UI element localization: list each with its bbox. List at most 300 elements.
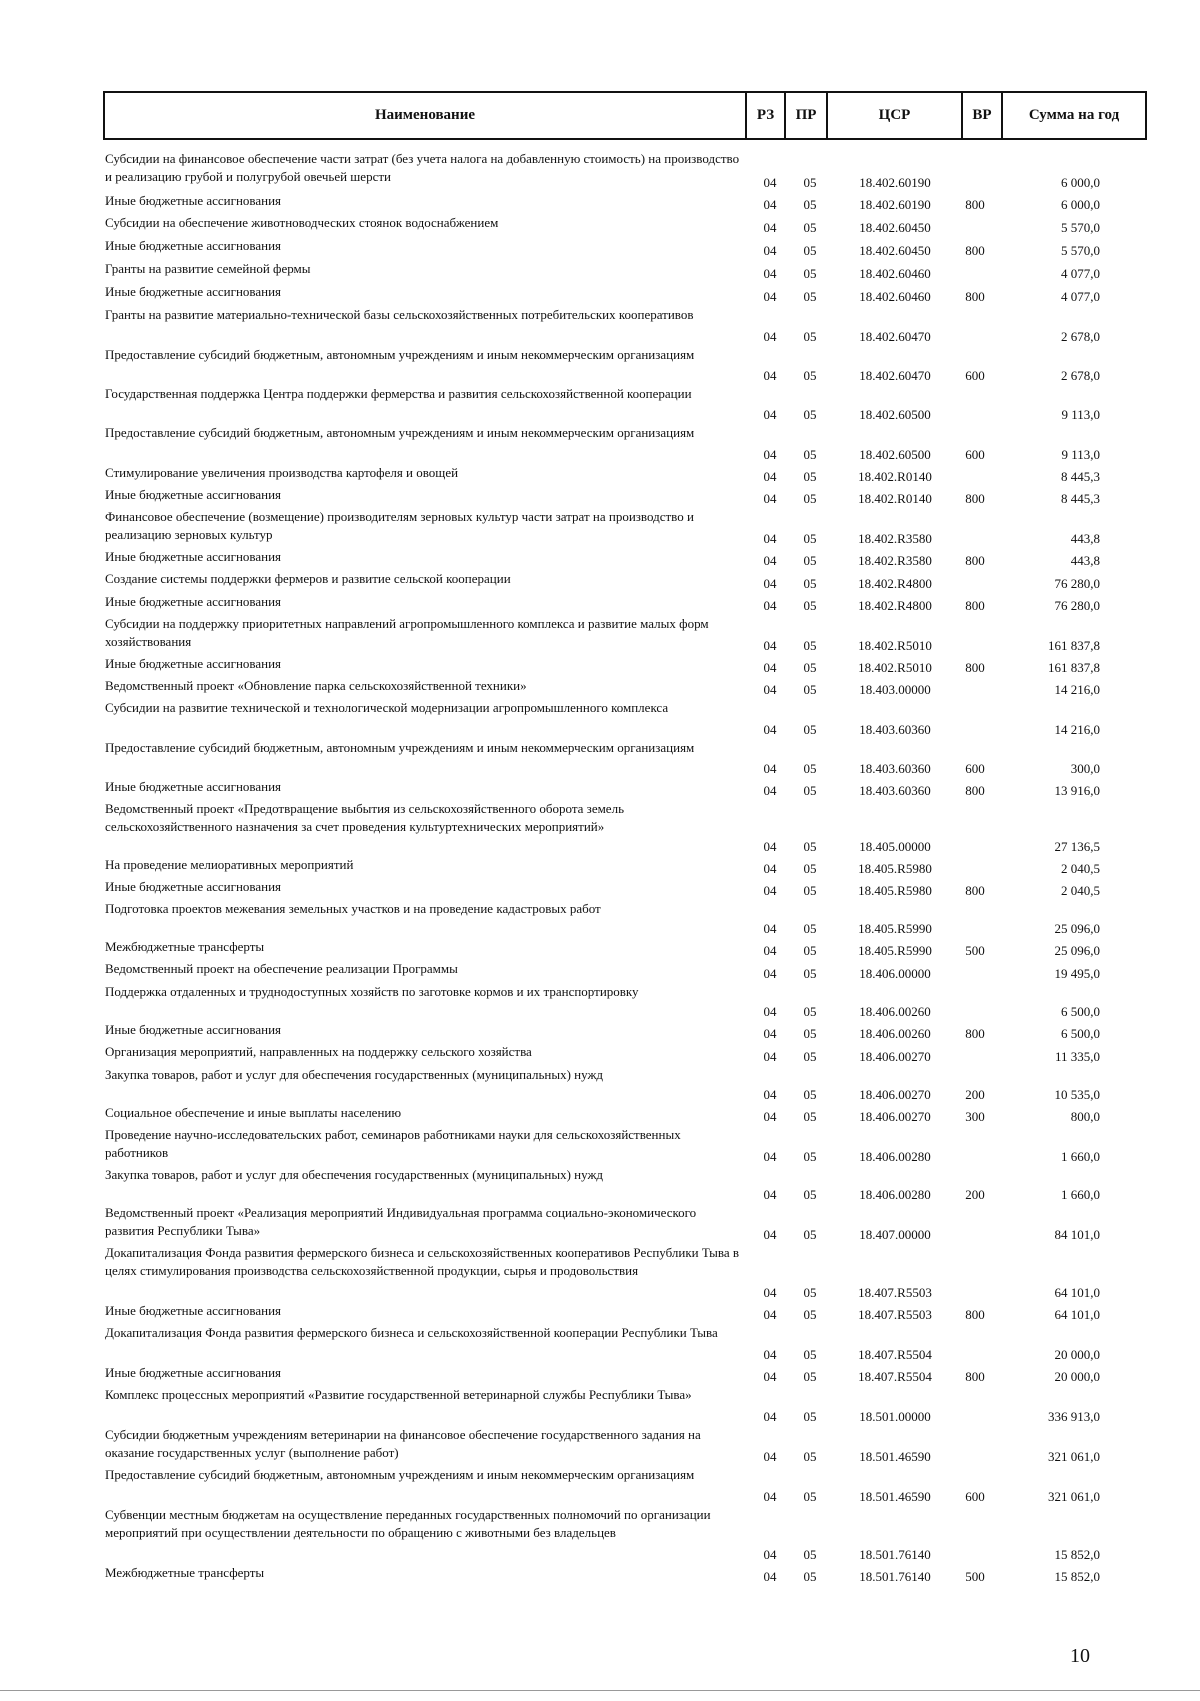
table-row (0, 1364, 1200, 1386)
row-rz: 04 (763, 447, 777, 462)
row-vr: 200 (965, 1187, 985, 1202)
row-csr: 18.403.60360 (859, 761, 931, 776)
row-vr: 800 (965, 783, 985, 798)
row-pr: 05 (803, 682, 817, 697)
row-pr: 05 (803, 966, 817, 981)
row-rz: 04 (763, 682, 777, 697)
row-sum: 14 216,0 (1054, 722, 1100, 737)
row-pr: 05 (803, 175, 817, 190)
table-row (0, 214, 1200, 237)
row-pr: 05 (803, 1489, 817, 1504)
row-pr: 05 (803, 289, 817, 304)
row-pr: 05 (803, 722, 817, 737)
row-sum: 161 837,8 (1048, 638, 1100, 653)
row-csr: 18.403.60360 (859, 722, 931, 737)
row-csr: 18.405.R5990 (858, 921, 932, 936)
table-row (0, 677, 1200, 699)
row-pr: 05 (803, 1449, 817, 1464)
row-sum: 6 500,0 (1061, 1026, 1100, 1041)
row-csr: 18.402.60450 (859, 220, 931, 235)
row-rz: 04 (763, 1285, 777, 1300)
row-pr: 05 (803, 266, 817, 281)
row-csr: 18.501.76140 (859, 1569, 931, 1584)
table-row (0, 960, 1200, 983)
row-name: Иные бюджетные ассигнования (105, 1365, 282, 1380)
row-name: Поддержка отдаленных и труднодоступных хозяйств по заготовке кормов и их транспортировку (105, 984, 639, 999)
row-csr: 18.402.60460 (859, 289, 931, 304)
row-rz: 04 (763, 1347, 777, 1362)
row-name: Предоставление субсидий бюджетным, автономным учреждениям и иным некоммерческим организациям (105, 347, 695, 362)
row-vr: 500 (965, 1569, 985, 1584)
table-row (0, 1066, 1200, 1104)
row-rz: 04 (763, 1227, 777, 1242)
row-vr: 800 (965, 1026, 985, 1041)
row-sum: 443,8 (1070, 531, 1100, 546)
row-name: Иные бюджетные ассигнования (105, 879, 282, 894)
row-csr: 18.501.46590 (859, 1489, 931, 1504)
row-name: Закупка товаров, работ и услуг для обеспечения государственных (муниципальных) нужд (105, 1067, 604, 1082)
row-vr: 800 (965, 1369, 985, 1384)
row-name: Подготовка проектов межевания земельных участков и на проведение кадастровых работ (105, 901, 601, 916)
row-name: Предоставление субсидий бюджетным, автономным учреждениям и иным некоммерческим организациям (105, 740, 695, 755)
row-name: Проведение научно-исследовательских работ, семинаров работниками науки для сельскохозяйственных работников (105, 1127, 681, 1160)
row-csr: 18.406.00270 (859, 1109, 931, 1124)
row-csr: 18.402.60470 (859, 329, 931, 344)
row-name: Субвенции местным бюджетам на осуществление переданных государственных полномочий по организации мероприятий при осуществлении деятельности по обращению с животными без владельцев (105, 1507, 711, 1540)
table-row (0, 800, 1200, 856)
row-csr: 18.406.00280 (859, 1187, 931, 1202)
row-rz: 04 (763, 722, 777, 737)
row-pr: 05 (803, 921, 817, 936)
row-pr: 05 (803, 1026, 817, 1041)
header-csr: ЦСР (826, 93, 961, 138)
row-sum: 161 837,8 (1048, 660, 1100, 675)
row-pr: 05 (803, 1087, 817, 1102)
row-sum: 76 280,0 (1054, 598, 1100, 613)
row-name: Гранты на развитие семейной фермы (105, 261, 311, 276)
row-csr: 18.402.R0140 (858, 469, 932, 484)
row-rz: 04 (763, 175, 777, 190)
table-row (0, 900, 1200, 938)
row-sum: 4 077,0 (1061, 266, 1100, 281)
table-row (0, 424, 1200, 464)
table-row (0, 306, 1200, 346)
table-row (0, 1506, 1200, 1564)
row-rz: 04 (763, 1547, 777, 1562)
row-rz: 04 (763, 289, 777, 304)
table-row (0, 1244, 1200, 1302)
row-vr: 800 (965, 553, 985, 568)
row-pr: 05 (803, 761, 817, 776)
table-row (0, 778, 1200, 800)
row-vr: 800 (965, 598, 985, 613)
row-sum: 6 000,0 (1061, 197, 1100, 212)
row-csr: 18.406.00270 (859, 1049, 931, 1064)
row-pr: 05 (803, 1004, 817, 1019)
row-sum: 336 913,0 (1048, 1409, 1100, 1424)
row-sum: 6 000,0 (1061, 175, 1100, 190)
row-csr: 18.406.00000 (859, 966, 931, 981)
row-sum: 1 660,0 (1061, 1187, 1100, 1202)
row-rz: 04 (763, 1026, 777, 1041)
row-rz: 04 (763, 883, 777, 898)
table-row (0, 486, 1200, 508)
table-row (0, 983, 1200, 1021)
row-rz: 04 (763, 553, 777, 568)
table-row (0, 385, 1200, 424)
row-csr: 18.402.60500 (859, 407, 931, 422)
row-sum: 13 916,0 (1054, 783, 1100, 798)
header-rz: РЗ (745, 93, 784, 138)
table-row (0, 237, 1200, 260)
row-sum: 14 216,0 (1054, 682, 1100, 697)
row-name: Иные бюджетные ассигнования (105, 594, 282, 609)
table-row (0, 1166, 1200, 1204)
row-name: Иные бюджетные ассигнования (105, 779, 282, 794)
row-vr: 800 (965, 289, 985, 304)
row-vr: 800 (965, 197, 985, 212)
row-csr: 18.407.R5504 (858, 1369, 932, 1384)
row-pr: 05 (803, 1569, 817, 1584)
row-name: Докапитализация Фонда развития фермерского бизнеса и сельскохозяйственной кооперации Республики Тыва (105, 1325, 718, 1340)
row-pr: 05 (803, 943, 817, 958)
row-rz: 04 (763, 966, 777, 981)
row-csr: 18.403.00000 (859, 682, 931, 697)
row-sum: 8 445,3 (1061, 469, 1100, 484)
row-vr: 800 (965, 883, 985, 898)
row-sum: 8 445,3 (1061, 491, 1100, 506)
row-sum: 15 852,0 (1054, 1547, 1100, 1562)
row-sum: 19 495,0 (1054, 966, 1100, 981)
row-pr: 05 (803, 1227, 817, 1242)
row-sum: 800,0 (1070, 1109, 1100, 1124)
row-csr: 18.402.R5010 (858, 660, 932, 675)
row-pr: 05 (803, 839, 817, 854)
row-sum: 321 061,0 (1048, 1489, 1100, 1504)
row-rz: 04 (763, 220, 777, 235)
row-pr: 05 (803, 576, 817, 591)
row-sum: 300,0 (1070, 761, 1100, 776)
row-rz: 04 (763, 368, 777, 383)
header-vr: ВР (961, 93, 1001, 138)
row-name: Социальное обеспечение и иные выплаты населению (105, 1105, 402, 1120)
row-pr: 05 (803, 243, 817, 258)
row-sum: 2 040,5 (1061, 861, 1100, 876)
row-pr: 05 (803, 1369, 817, 1384)
row-sum: 64 101,0 (1054, 1307, 1100, 1322)
row-pr: 05 (803, 447, 817, 462)
row-sum: 15 852,0 (1054, 1569, 1100, 1584)
row-rz: 04 (763, 1569, 777, 1584)
row-sum: 20 000,0 (1054, 1369, 1100, 1384)
row-csr: 18.402.R0140 (858, 491, 932, 506)
table-row (0, 1043, 1200, 1066)
row-rz: 04 (763, 576, 777, 591)
row-name: Ведомственный проект «Предотвращение выбытия из сельскохозяйственного оборота земель сельскохозяйственного назначения за счет проведения культуртехнических мероприятий» (105, 801, 624, 834)
table-row (0, 1104, 1200, 1126)
table-row (0, 1324, 1200, 1364)
row-sum: 321 061,0 (1048, 1449, 1100, 1464)
table-body (0, 150, 1200, 1586)
row-name: Докапитализация Фонда развития фермерского бизнеса и сельскохозяйственных кооперативов Республики Тыва в целях стимулирования производства сельскохозяйственной продукции, сырья и продовольствия (105, 1245, 740, 1278)
row-csr: 18.406.00260 (859, 1026, 931, 1041)
row-pr: 05 (803, 660, 817, 675)
row-name: Стимулирование увеличения производства картофеля и овощей (105, 465, 459, 480)
row-name: Ведомственный проект «Обновление парка сельскохозяйственной техники» (105, 678, 527, 693)
table-row (0, 1204, 1200, 1244)
table-row (0, 548, 1200, 570)
row-sum: 9 113,0 (1061, 407, 1100, 422)
row-csr: 18.405.00000 (859, 839, 931, 854)
row-name: Ведомственный проект «Реализация мероприятий Индивидуальная программа социально-экономического развития Республики Тыва» (105, 1205, 697, 1238)
table-row (0, 1021, 1200, 1043)
row-sum: 2 678,0 (1061, 329, 1100, 344)
row-name: Межбюджетные трансферты (105, 1565, 265, 1580)
table-row (0, 739, 1200, 778)
row-name: Субсидии на развитие технической и технологической модернизации агропромышленного комплекса (105, 700, 669, 715)
row-vr: 600 (965, 1489, 985, 1504)
row-rz: 04 (763, 329, 777, 344)
row-rz: 04 (763, 1369, 777, 1384)
row-sum: 25 096,0 (1054, 943, 1100, 958)
row-name: Гранты на развитие материально-технической базы сельскохозяйственных потребительских кооперативов (105, 307, 694, 322)
row-vr: 800 (965, 1307, 985, 1322)
row-name: Субсидии на поддержку приоритетных направлений агропромышленного комплекса и развитие малых форм хозяйствования (105, 616, 709, 649)
row-pr: 05 (803, 1049, 817, 1064)
row-name: На проведение мелиоративных мероприятий (105, 857, 354, 872)
row-csr: 18.406.00270 (859, 1087, 931, 1102)
row-csr: 18.406.00280 (859, 1149, 931, 1164)
row-csr: 18.406.00260 (859, 1004, 931, 1019)
row-vr: 800 (965, 491, 985, 506)
row-name: Иные бюджетные ассигнования (105, 238, 282, 253)
table-row (0, 464, 1200, 486)
row-rz: 04 (763, 491, 777, 506)
row-rz: 04 (763, 407, 777, 422)
row-rz: 04 (763, 531, 777, 546)
row-sum: 5 570,0 (1061, 220, 1100, 235)
row-name: Организация мероприятий, направленных на поддержку сельского хозяйства (105, 1044, 532, 1059)
row-pr: 05 (803, 329, 817, 344)
table-row (0, 856, 1200, 878)
row-name: Субсидии на обеспечение животноводческих стоянок водоснабжением (105, 215, 499, 230)
table-row (0, 1386, 1200, 1426)
row-rz: 04 (763, 861, 777, 876)
row-vr: 200 (965, 1087, 985, 1102)
row-rz: 04 (763, 1409, 777, 1424)
table-row (0, 260, 1200, 283)
row-rz: 04 (763, 839, 777, 854)
row-rz: 04 (763, 197, 777, 212)
row-name: Иные бюджетные ассигнования (105, 284, 282, 299)
table-row (0, 1302, 1200, 1324)
row-csr: 18.405.R5990 (858, 943, 932, 958)
row-rz: 04 (763, 1449, 777, 1464)
row-csr: 18.407.R5504 (858, 1347, 932, 1362)
row-rz: 04 (763, 1187, 777, 1202)
row-pr: 05 (803, 783, 817, 798)
row-csr: 18.402.R5010 (858, 638, 932, 653)
row-rz: 04 (763, 1049, 777, 1064)
row-pr: 05 (803, 1547, 817, 1562)
table-row (0, 192, 1200, 214)
row-csr: 18.402.60450 (859, 243, 931, 258)
row-csr: 18.501.00000 (859, 1409, 931, 1424)
row-csr: 18.402.60190 (859, 175, 931, 190)
row-pr: 05 (803, 368, 817, 383)
row-vr: 600 (965, 447, 985, 462)
row-csr: 18.501.76140 (859, 1547, 931, 1562)
table-row (0, 615, 1200, 655)
table-row (0, 1466, 1200, 1506)
row-pr: 05 (803, 197, 817, 212)
row-name: Закупка товаров, работ и услуг для обеспечения государственных (муниципальных) нужд (105, 1167, 604, 1182)
row-csr: 18.402.R3580 (858, 531, 932, 546)
row-name: Комплекс процессных мероприятий «Развитие государственной ветеринарной службы Республики Тыва» (105, 1387, 692, 1402)
row-sum: 4 077,0 (1061, 289, 1100, 304)
row-csr: 18.407.R5503 (858, 1285, 932, 1300)
table-row (0, 150, 1200, 192)
row-pr: 05 (803, 1307, 817, 1322)
row-csr: 18.402.60460 (859, 266, 931, 281)
row-rz: 04 (763, 1307, 777, 1322)
row-vr: 500 (965, 943, 985, 958)
row-rz: 04 (763, 783, 777, 798)
row-sum: 9 113,0 (1061, 447, 1100, 462)
row-name: Предоставление субсидий бюджетным, автономным учреждениям и иным некоммерческим организациям (105, 425, 695, 440)
row-pr: 05 (803, 1149, 817, 1164)
row-pr: 05 (803, 1109, 817, 1124)
row-name: Иные бюджетные ассигнования (105, 487, 282, 502)
row-pr: 05 (803, 407, 817, 422)
row-csr: 18.407.00000 (859, 1227, 931, 1242)
row-csr: 18.402.R3580 (858, 553, 932, 568)
row-rz: 04 (763, 943, 777, 958)
row-pr: 05 (803, 598, 817, 613)
row-csr: 18.402.R4800 (858, 576, 932, 591)
row-csr: 18.501.46590 (859, 1449, 931, 1464)
table-row (0, 655, 1200, 677)
row-rz: 04 (763, 1489, 777, 1504)
row-pr: 05 (803, 1409, 817, 1424)
row-rz: 04 (763, 243, 777, 258)
row-sum: 76 280,0 (1054, 576, 1100, 591)
row-name: Иные бюджетные ассигнования (105, 656, 282, 671)
row-pr: 05 (803, 1347, 817, 1362)
row-csr: 18.403.60360 (859, 783, 931, 798)
table-header (103, 91, 1147, 140)
row-rz: 04 (763, 266, 777, 281)
header-pr: ПР (784, 93, 826, 138)
row-vr: 600 (965, 368, 985, 383)
row-rz: 04 (763, 1109, 777, 1124)
row-vr: 800 (965, 660, 985, 675)
row-pr: 05 (803, 638, 817, 653)
row-sum: 64 101,0 (1054, 1285, 1100, 1300)
page-bottom-divider (0, 1690, 1200, 1691)
row-csr: 18.402.60190 (859, 197, 931, 212)
row-name: Финансовое обеспечение (возмещение) производителям зерновых культур части затрат на производство и реализацию зерновых культур (105, 509, 694, 542)
row-pr: 05 (803, 861, 817, 876)
table-row (0, 699, 1200, 739)
row-name: Предоставление субсидий бюджетным, автономным учреждениям и иным некоммерческим организациям (105, 1467, 695, 1482)
row-csr: 18.407.R5503 (858, 1307, 932, 1322)
row-csr: 18.402.60500 (859, 447, 931, 462)
row-name: Иные бюджетные ассигнования (105, 1022, 282, 1037)
row-pr: 05 (803, 883, 817, 898)
row-sum: 6 500,0 (1061, 1004, 1100, 1019)
row-name: Создание системы поддержки фермеров и развитие сельской кооперации (105, 571, 511, 586)
row-sum: 1 660,0 (1061, 1149, 1100, 1164)
table-row (0, 1426, 1200, 1466)
row-rz: 04 (763, 660, 777, 675)
table-row (0, 508, 1200, 548)
table-row (0, 1564, 1200, 1586)
row-pr: 05 (803, 1187, 817, 1202)
row-name: Иные бюджетные ассигнования (105, 1303, 282, 1318)
row-csr: 18.405.R5980 (858, 883, 932, 898)
row-pr: 05 (803, 491, 817, 506)
header-name: Наименование (375, 107, 475, 123)
row-pr: 05 (803, 553, 817, 568)
table-row (0, 593, 1200, 615)
row-name: Иные бюджетные ассигнования (105, 549, 282, 564)
row-pr: 05 (803, 469, 817, 484)
row-vr: 600 (965, 761, 985, 776)
row-rz: 04 (763, 598, 777, 613)
row-sum: 5 570,0 (1061, 243, 1100, 258)
row-rz: 04 (763, 1004, 777, 1019)
row-sum: 84 101,0 (1054, 1227, 1100, 1242)
row-rz: 04 (763, 469, 777, 484)
row-csr: 18.402.60470 (859, 368, 931, 383)
row-sum: 25 096,0 (1054, 921, 1100, 936)
row-sum: 27 136,5 (1054, 839, 1100, 854)
row-sum: 11 335,0 (1054, 1049, 1100, 1064)
table-row (0, 878, 1200, 900)
row-rz: 04 (763, 638, 777, 653)
row-sum: 10 535,0 (1054, 1087, 1100, 1102)
row-rz: 04 (763, 761, 777, 776)
row-rz: 04 (763, 1149, 777, 1164)
row-rz: 04 (763, 1087, 777, 1102)
row-pr: 05 (803, 1285, 817, 1300)
row-sum: 2 040,5 (1061, 883, 1100, 898)
row-sum: 443,8 (1070, 553, 1100, 568)
row-name: Ведомственный проект на обеспечение реализации Программы (105, 961, 458, 976)
row-sum: 20 000,0 (1054, 1347, 1100, 1362)
row-rz: 04 (763, 921, 777, 936)
row-name: Государственная поддержка Центра поддержки фермерства и развития сельскохозяйственной кооперации (105, 386, 692, 401)
row-name: Субсидии на финансовое обеспечение части затрат (без учета налога на добавленную стоимость) на производство и реализацию грубой и полугрубой овечьей шерсти (105, 151, 740, 184)
row-csr: 18.402.R4800 (858, 598, 932, 613)
row-name: Иные бюджетные ассигнования (105, 193, 282, 208)
row-vr: 800 (965, 243, 985, 258)
table-row (0, 570, 1200, 593)
row-name: Межбюджетные трансферты (105, 939, 265, 954)
table-row (0, 283, 1200, 306)
header-sum: Сумма на год (1001, 93, 1145, 138)
row-name: Субсидии бюджетным учреждениям ветеринарии на финансовое обеспечение государственного задания на оказание государственных услуг (выполнение работ) (105, 1427, 701, 1460)
row-csr: 18.405.R5980 (858, 861, 932, 876)
table-row (0, 1126, 1200, 1166)
row-pr: 05 (803, 220, 817, 235)
table-row (0, 938, 1200, 960)
page-number: 10 (1070, 1645, 1090, 1667)
row-vr: 300 (965, 1109, 985, 1124)
row-pr: 05 (803, 531, 817, 546)
row-sum: 2 678,0 (1061, 368, 1100, 383)
